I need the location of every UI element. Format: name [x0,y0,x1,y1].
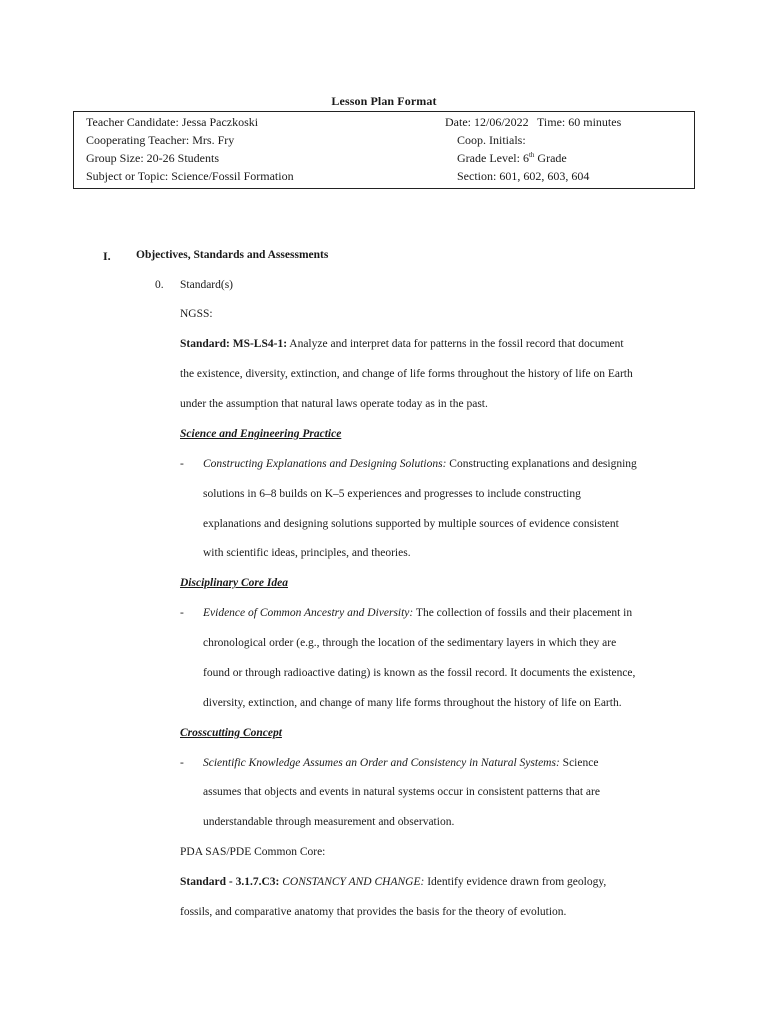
standard-2-line-1: Standard - 3.1.7.C3: CONSTANCY AND CHANGE: Identify evidence drawn from geology, [180,876,607,888]
standard-2-line-2: fossils, and comparative anatomy that provides the basis for the theory of evolution. [180,906,567,918]
cc-line-3: understandable through measurement and observation. [203,816,455,828]
subject-topic: Subject or Topic: Science/Fossil Formation [86,169,294,183]
dci-line-1: Evidence of Common Ancestry and Diversity: The collection of fossils and their placement in [203,607,633,619]
teacher-candidate: Teacher Candidate: Jessa Paczkoski [86,115,259,129]
lesson-info-table [73,111,695,189]
section-heading: Objectives, Standards and Assessments [136,249,329,261]
cc-line-2: assumes that objects and events in natural systems occur in consistent patterns that are [203,786,600,798]
subsection-number: 0. [155,279,164,291]
lesson-time: Time: 60 minutes [537,115,622,129]
standard-1-line-1: Standard: MS-LS4-1: Analyze and interpret data for patterns in the fossil record that document [180,338,624,350]
standard-1-line-3: under the assumption that natural laws operate today as in the past. [180,398,488,410]
bullet-dash: - [180,757,184,769]
dci-line-3: found or through radioactive dating) is known as the fossil record. It documents the existence, [203,667,636,679]
sep-line-2: solutions in 6–8 builds on K–5 experiences and progresses to include constructing [203,488,581,500]
pda-common-core-label: PDA SAS/PDE Common Core: [180,846,326,858]
ngss-label: NGSS: [180,308,213,320]
section-number: I. [103,249,111,263]
sep-line-1: Constructing Explanations and Designing Solutions: Constructing explanations and designing [203,458,637,470]
standard-1-line-2: the existence, diversity, extinction, and change of life forms throughout the history of life on Earth [180,368,633,380]
group-size: Group Size: 20-26 Students [86,151,219,165]
section-numbers: Section: 601, 602, 603, 604 [457,169,590,183]
science-engineering-heading: Science and Engineering Practice [180,428,342,440]
lesson-date: Date: 12/06/2022 [445,115,529,129]
page-title: Lesson Plan Format [331,94,437,108]
crosscutting-heading: Crosscutting Concept [180,727,282,739]
coop-initials: Coop. Initials: [457,133,526,147]
core-idea-heading: Disciplinary Core Idea [180,577,288,589]
dci-line-4: diversity, extinction, and change of many life forms throughout the history of life on Earth. [203,697,622,709]
bullet-dash: - [180,458,184,470]
cooperating-teacher: Cooperating Teacher: Mrs. Fry [86,133,235,147]
sep-line-3: explanations and designing solutions supported by multiple sources of evidence consistent [203,518,619,530]
subsection-label: Standard(s) [180,279,234,291]
cc-line-1: Scientific Knowledge Assumes an Order and Consistency in Natural Systems: Science [203,757,599,769]
sep-line-4: with scientific ideas, principles, and theories. [203,547,411,559]
grade-level: Grade Level: 6th Grade [457,151,567,165]
dci-line-2: chronological order (e.g., through the location of the sedimentary layers in which they are [203,637,617,649]
bullet-dash: - [180,607,184,619]
